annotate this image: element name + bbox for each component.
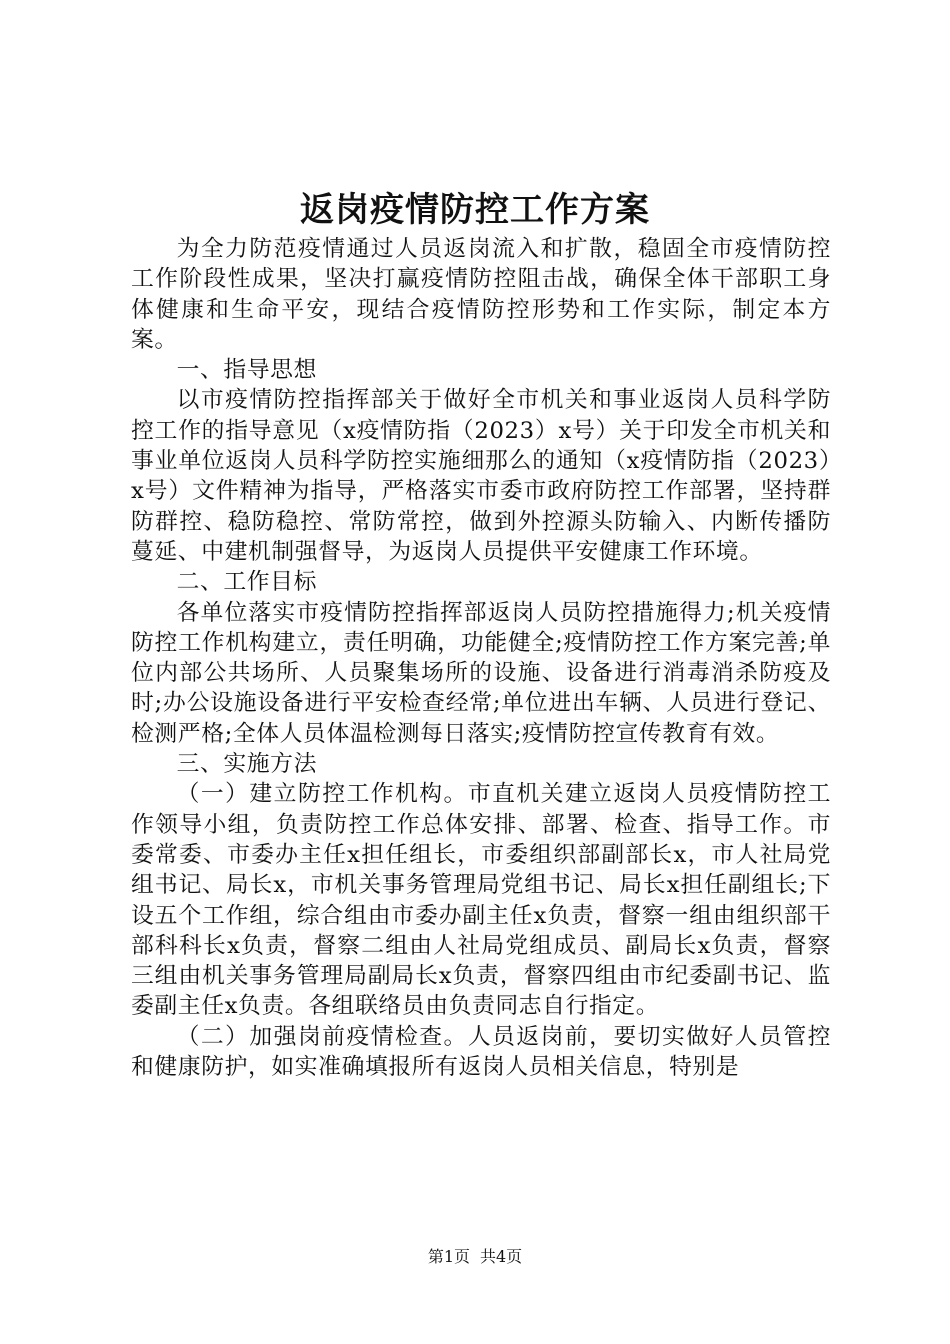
section-heading-guiding-ideology: 一、指导思想 <box>176 357 317 384</box>
section-heading-work-goals: 二、工作目标 <box>176 569 317 596</box>
implementation-paragraph-1: （一）建立防控工作机构。市直机关建立返岗人员疫情防控工作领导小组，负责防控工作总体安排、部署、检查、指导工作。市委常委、市委办主任x担任组长，市委组织部副部长x，市人社局党组书记、局长x，市机关事务管理局党组书记、局长x担任副组长;下设五个工作组，综合组由市委办副主任x负责，督察一组由组织部干部科科长x负责，督察二组由人社局党组成员、副局长x负责，督察三组由机关事务管理局副局长x负责，督察四组由市纪委副书记、监委副主任x负责。各组联络员由负责同志自行指定。 <box>131 781 831 1020</box>
guiding-ideology-paragraph: 以市疫情防控指挥部关于做好全市机关和事业返岗人员科学防控工作的指导意见（x疫情防指（2023）x号）关于印发全市机关和事业单位返岗人员科学防控实施细那么的通知（x疫情防指（2023）x号）文件精神为指导，严格落实市委市政府防控工作部署，坚持群防群控、稳防稳控、常防常控，做到外控源头防输入、内断传播防蔓延、中建机制强督导，为返岗人员提供平安健康工作环境。 <box>131 387 831 565</box>
section-heading-implementation: 三、实施方法 <box>176 751 317 778</box>
page-number-total: 共4页 <box>480 1247 523 1266</box>
intro-paragraph: 为全力防范疫情通过人员返岗流入和扩散，稳固全市疫情防控工作阶段性成果，坚决打赢疫情防控阻击战，确保全体干部职工身体健康和生命平安，现结合疫情防控形势和工作实际，制定本方案。 <box>131 236 831 353</box>
document-body <box>131 234 831 1082</box>
implementation-paragraph-2: （二）加强岗前疫情检查。人员返岗前，要切实做好人员管控和健康防护，如实准确填报所有返岗人员相关信息，特别是 <box>131 1023 831 1081</box>
page-number-current: 第1页 <box>427 1247 470 1266</box>
page-footer <box>0 1244 950 1267</box>
document-title: 返岗疫情防控工作方案 <box>300 190 650 230</box>
work-goals-paragraph: 各单位落实市疫情防控指挥部返岗人员防控措施得力;机关疫情防控工作机构建立，责任明确，功能健全;疫情防控工作方案完善;单位内部公共场所、人员聚集场所的设施、设备进行消毒消杀防疫及时;办公设施设备进行平安检查经常;单位进出车辆、人员进行登记、检测严格;全体人员体温检测每日落实;疫情防控宣传教育有效。 <box>131 599 831 747</box>
